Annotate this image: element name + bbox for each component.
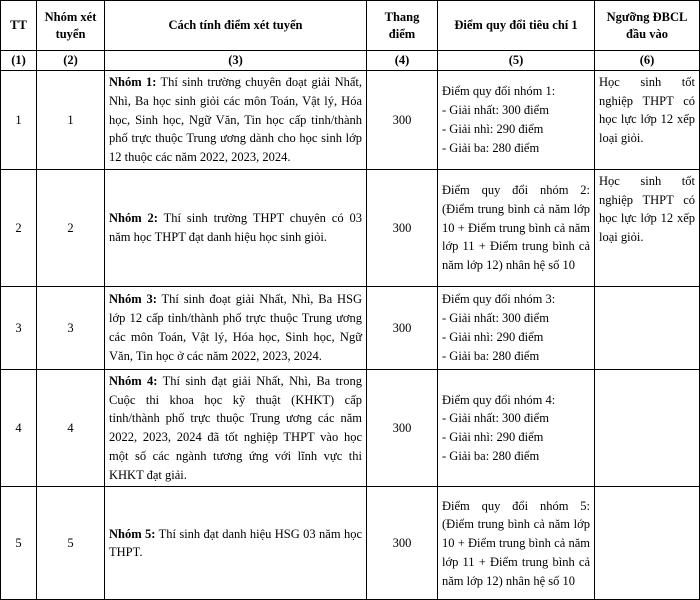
conversion-line: - Giải nhất: 300 điểm [442, 411, 549, 426]
row-group: 3 [37, 286, 105, 369]
table-row [1, 369, 700, 487]
row-conversion [438, 369, 595, 487]
column-number: (5) [438, 51, 595, 71]
column-number-row [1, 51, 700, 71]
row-method [105, 70, 367, 169]
column-number: (4) [367, 51, 438, 71]
table-row [1, 487, 700, 600]
conversion-line: Điểm quy đổi nhóm 2: (Điểm trung bình cả năm lớp 10 + Điểm trung bình cả năm lớp 11 + Điểm trung bình cả năm lớp 12) nhân hệ số 10 [442, 183, 590, 272]
row-scale: 300 [367, 369, 438, 487]
conversion-line: - Giải ba: 280 điểm [442, 348, 540, 363]
header-conversion: Điểm quy đổi tiêu chí 1 [438, 1, 595, 51]
row-conversion [438, 286, 595, 369]
row-conversion [438, 487, 595, 600]
conversion-line: Điểm quy đổi nhóm 5: (Điểm trung bình cả năm lớp 10 + Điểm trung bình cả năm lớp 11 + Điểm trung bình cả năm lớp 12) nhân hệ số 10 [442, 498, 590, 588]
row-scale: 300 [367, 70, 438, 169]
row-tt: 1 [1, 70, 37, 169]
row-tt: 5 [1, 487, 37, 600]
method-text: Thí sinh trường chuyên đoạt giải Nhất, Nhì, Ba học sinh giỏi các môn Toán, Vật lý, Hóa học, Sinh học, Ngữ Văn, Tin học cấp tỉnh/thành phố trực thuộc Trung ương dành cho học sinh lớp 12 thuộc các năm 2022, 2023, 2024. [109, 75, 362, 164]
conversion-line: - Giải nhì: 290 điểm [442, 121, 544, 136]
header-method: Cách tính điểm xét tuyển [105, 1, 367, 51]
table-row [1, 70, 700, 169]
group-label: Nhóm 3: [109, 292, 157, 307]
row-group: 4 [37, 369, 105, 487]
header-tt: TT [1, 1, 37, 51]
table-row [1, 286, 700, 369]
group-label: Nhóm 4: [109, 373, 158, 388]
conversion-line: - Giải nhì: 290 điểm [442, 329, 544, 344]
column-number: (6) [595, 51, 700, 71]
row-method [105, 286, 367, 369]
group-label: Nhóm 2: [109, 211, 158, 226]
column-number: (2) [37, 51, 105, 71]
column-number: (3) [105, 51, 367, 71]
method-text: Thí sinh đạt giải Nhất, Nhì, Ba trong Cuộc thi khoa học kỹ thuật (KHKT) cấp tỉnh/thành phố trực thuộc Trung ương các năm 2022, 2023, 2024 đã tốt nghiệp THPT vào học một số các ngành tương ứng với lĩnh vực thi KHKT đạt giải. [109, 373, 362, 482]
header-threshold: Ngưỡng ĐBCL đầu vào [595, 1, 700, 51]
group-label: Nhóm 5: [109, 526, 156, 541]
row-tt: 3 [1, 286, 37, 369]
conversion-line: - Giải nhất: 300 điểm [442, 311, 549, 326]
row-group: 1 [37, 70, 105, 169]
row-conversion [438, 70, 595, 169]
method-text: Thí sinh đoạt giải Nhất, Nhì, Ba HSG lớp 12 cấp tỉnh/thành phố trực thuộc Trung ương các môn Toán, Vật lý, Hóa học, Sinh học, Ngữ Văn, Tin học ở các năm 2022, 2023, 2024. [109, 292, 362, 363]
group-label: Nhóm 1: [109, 75, 157, 89]
conversion-line: - Giải nhì: 290 điểm [442, 430, 544, 445]
header-scale: Thang điểm [367, 1, 438, 51]
row-scale: 300 [367, 169, 438, 286]
column-number: (1) [1, 51, 37, 71]
row-threshold [595, 369, 700, 487]
method-text: Thí sinh trường THPT chuyên có 03 năm học THPT đạt danh hiệu học sinh giỏi. [109, 211, 362, 244]
row-conversion [438, 169, 595, 286]
table-row [1, 169, 700, 286]
conversion-line: Điểm quy đổi nhóm 4: [442, 392, 556, 407]
conversion-line: Điểm quy đổi nhóm 3: [442, 292, 556, 307]
conversion-line: - Giải ba: 280 điểm [442, 448, 540, 463]
row-method [105, 487, 367, 600]
conversion-line: - Giải nhất: 300 điểm [442, 103, 549, 118]
row-tt: 4 [1, 369, 37, 487]
row-scale: 300 [367, 487, 438, 600]
conversion-line: Điểm quy đổi nhóm 1: [442, 84, 556, 99]
row-tt: 2 [1, 169, 37, 286]
row-threshold: Học sinh tốt nghiệp THPT có học lực lớp 12 xếp loại giỏi. [595, 169, 700, 286]
method-text: Thí sinh đạt danh hiệu HSG 03 năm học THPT. [109, 526, 362, 560]
header-row [1, 1, 700, 51]
conversion-line: - Giải ba: 280 điểm [442, 140, 540, 155]
header-group: Nhóm xét tuyển [37, 1, 105, 51]
row-threshold: Học sinh tốt nghiệp THPT có học lực lớp 12 xếp loại giỏi. [595, 70, 700, 169]
row-method [105, 169, 367, 286]
row-scale: 300 [367, 286, 438, 369]
row-threshold [595, 286, 700, 369]
row-threshold [595, 487, 700, 600]
row-group: 5 [37, 487, 105, 600]
row-method [105, 369, 367, 487]
row-group: 2 [37, 169, 105, 286]
